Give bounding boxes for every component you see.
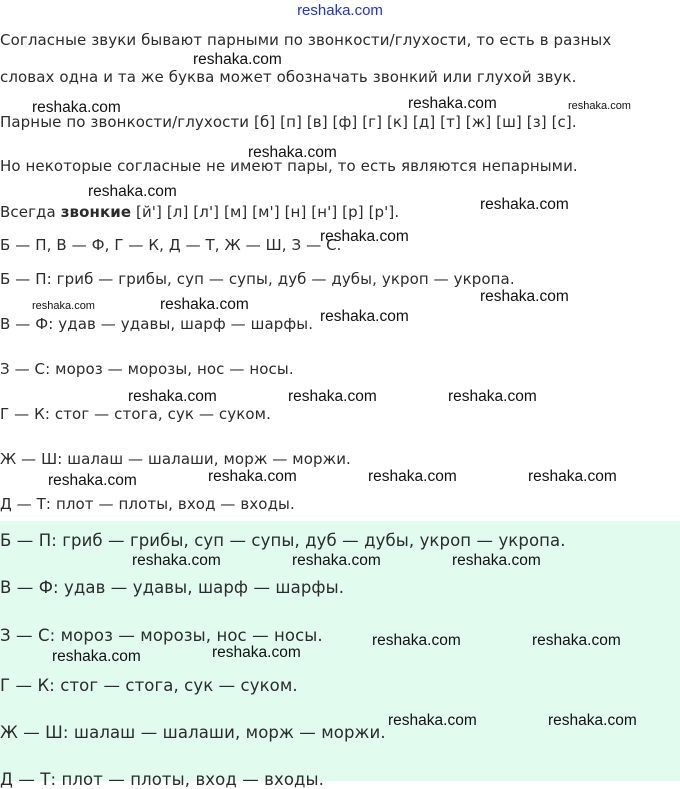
watermark: reshaka.com [48,472,137,489]
example-line: Б — П: гриб — грибы, суп — супы, дуб — дубы, укроп — укропа. [0,270,515,288]
watermark: reshaka.com [320,228,409,245]
paragraph-voiced-always [0,203,399,221]
paragraph-unpaired-note: Но некоторые согласные не имеют пары, то есть являются непарными. [0,157,578,175]
watermark: reshaka.com [408,95,497,112]
watermark: reshaka.com [292,552,381,569]
watermark: reshaka.com [528,468,617,485]
watermark: reshaka.com [368,468,457,485]
watermark: reshaka.com [212,644,301,661]
watermark: reshaka.com [320,308,409,325]
paragraph-line: словах одна и та же буква может обозначать звонкий или глухой звук. [0,68,577,86]
highlight-example-line: Ж — Ш: шалаш — шалаши, морж — моржи. [0,723,386,742]
watermark: reshaka.com [32,300,95,312]
watermark: reshaka.com [548,712,637,729]
watermark: reshaka.com [32,99,121,116]
highlight-example-line: Г — К: стог — стога, сук — суком. [0,676,298,695]
watermark: reshaka.com [52,648,141,665]
voiced-bold-term: звонкие [60,203,132,221]
site-header-link[interactable]: reshaka.com [297,2,383,19]
example-line: Г — К: стог — стога, сук — суком. [0,405,271,423]
watermark: reshaka.com [132,552,221,569]
watermark: reshaka.com [88,183,177,200]
watermark: reshaka.com [452,552,541,569]
paragraph-paired-consonants: Парные по звонкости/глухости [б] [п] [в] [ф] [г] [к] [д] [т] [ж] [ш] [з] [с]. [0,113,577,131]
paragraph-line: Согласные звуки бывают парными по звонкости/глухости, то есть в разных [0,31,612,49]
highlight-example-line: Д — Т: плот — плоты, вход — входы. [0,770,324,789]
example-line: Ж — Ш: шалаш — шалаши, морж — моржи. [0,450,351,468]
watermark: reshaka.com [568,100,631,112]
example-line: Д — Т: плот — плоты, вход — входы. [0,495,295,513]
watermark: reshaka.com [128,388,217,405]
watermark: reshaka.com [480,288,569,305]
watermark: reshaka.com [388,712,477,729]
example-line: В — Ф: удав — удавы, шарф — шарфы. [0,315,314,333]
voiced-prefix: Всегда [0,203,61,221]
watermark: reshaka.com [480,196,569,213]
highlight-example-line: Б — П: гриб — грибы, суп — супы, дуб — дубы, укроп — укропа. [0,531,566,550]
voiced-list: [й'] [л] [л'] [м] [м'] [н] [н'] [р] [р']. [131,203,400,221]
watermark: reshaka.com [372,632,461,649]
pairs-summary: Б — П, В — Ф, Г — К, Д — Т, Ж — Ш, З — С. [0,236,342,254]
watermark: reshaka.com [248,144,337,161]
example-line: З — С: мороз — морозы, нос — носы. [0,360,294,378]
watermark: reshaka.com [208,468,297,485]
watermark: reshaka.com [193,51,282,68]
highlight-example-line: В — Ф: удав — удавы, шарф — шарфы. [0,578,345,597]
watermark: reshaka.com [160,296,249,313]
watermark: reshaka.com [448,388,537,405]
highlight-example-line: З — С: мороз — морозы, нос — носы. [0,626,323,645]
watermark: reshaka.com [288,388,377,405]
watermark: reshaka.com [532,632,621,649]
